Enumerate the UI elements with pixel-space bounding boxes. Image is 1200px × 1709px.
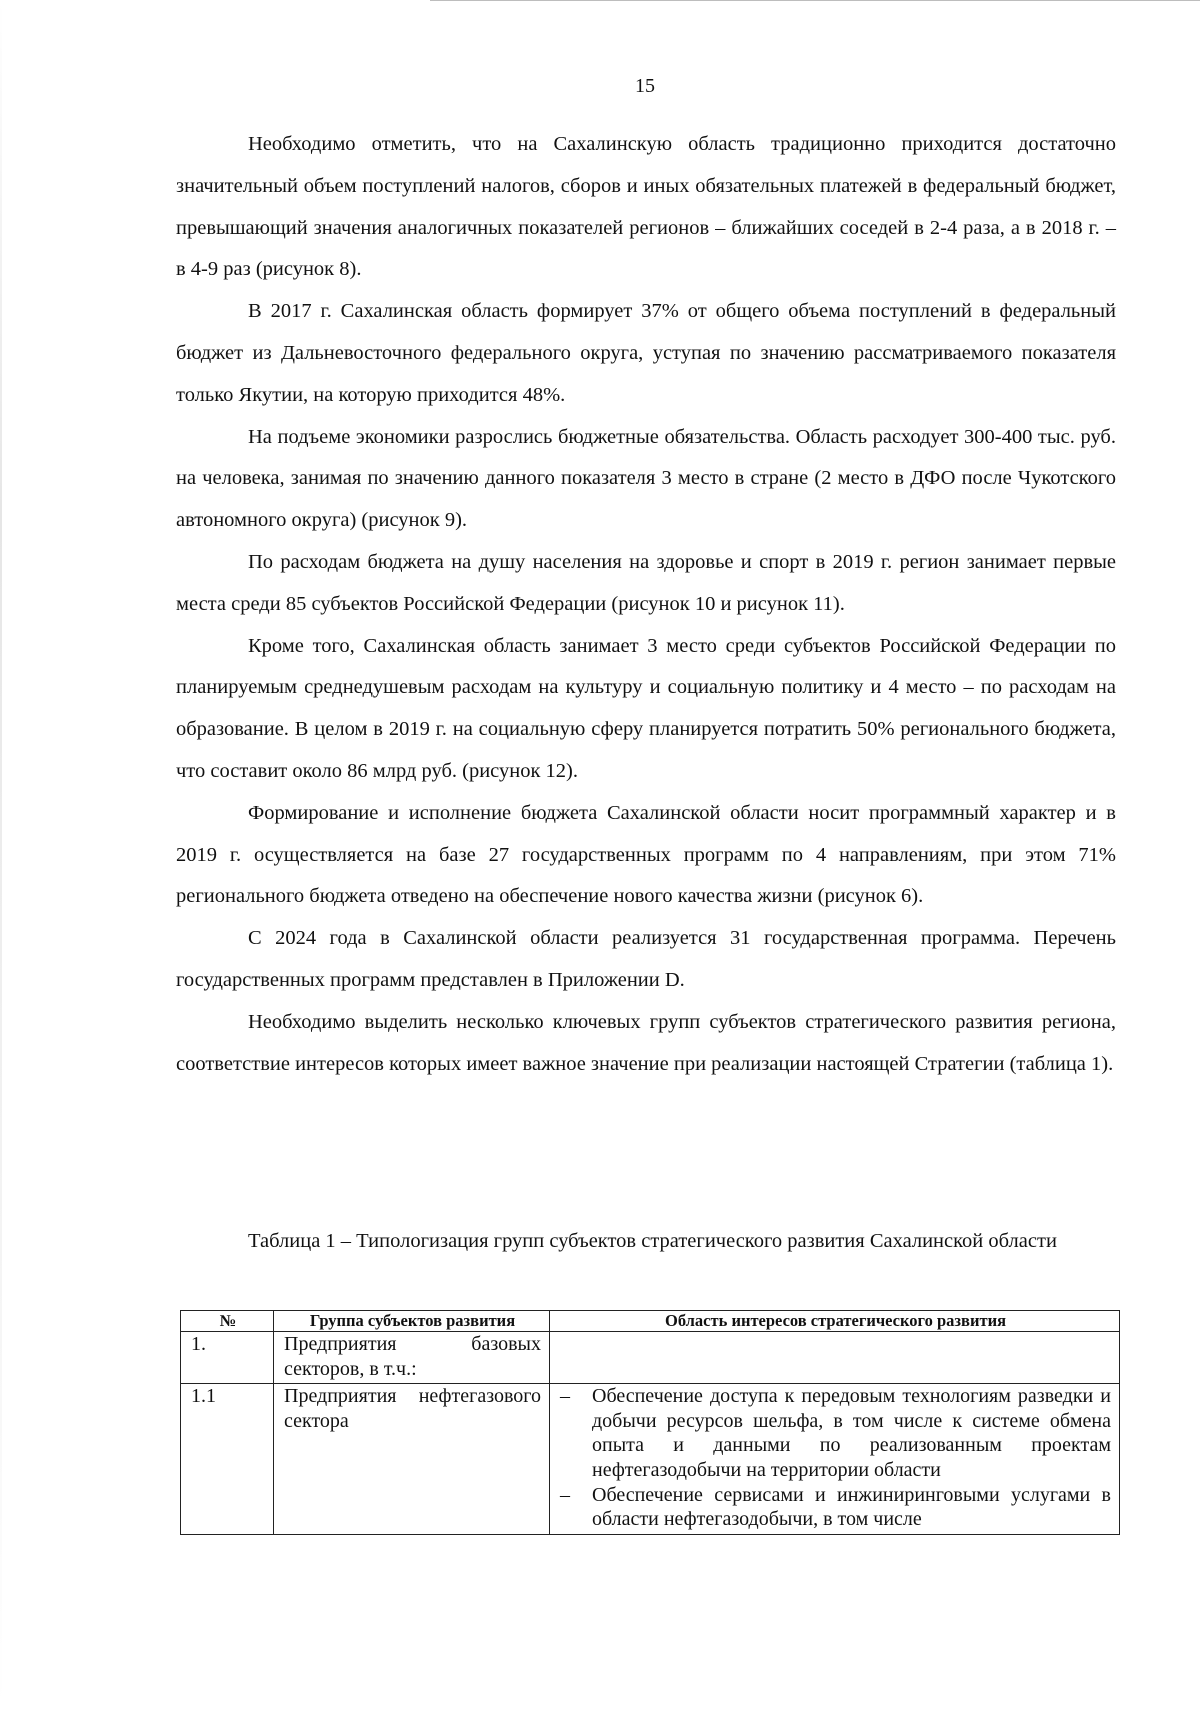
paragraph: В 2017 г. Сахалинская область формирует 37% от общего объема поступлений в федеральный бюджет из Дальневосточного федерального округа, уступая по значению рассматриваемого показателя только Якутии, на которую приходится 48%. xyxy=(176,300,1116,406)
table-header-row xyxy=(181,1311,1120,1332)
header-group: Группа субъектов развития xyxy=(274,1311,550,1332)
row-group: Предприятия базовых секторов, в т.ч.: xyxy=(274,1332,550,1384)
paragraph: По расходам бюджета на душу населения на здоровье и спорт в 2019 г. регион занимает первые места среди 85 субъектов Российской Федерации (рисунок 10 и рисунок 11). xyxy=(176,550,1116,615)
row-interests xyxy=(550,1384,1120,1535)
header-interests: Область интересов стратегического развития xyxy=(550,1311,1120,1332)
interest-item: – Обеспечение сервисами и инжиниринговыми услугами в области нефтегазодобычи, в том числе xyxy=(560,1483,1111,1532)
paragraph: С 2024 года в Сахалинской области реализуется 31 государственная программа. Перечень государственных программ представлен в Приложении D. xyxy=(176,927,1116,991)
row-number: 1. xyxy=(181,1332,274,1384)
row-number: 1.1 xyxy=(181,1384,274,1535)
row-interests xyxy=(550,1332,1120,1384)
paragraph: Формирование и исполнение бюджета Сахалинской области носит программный характер и в 2019 г. осуществляется на базе 27 государственных программ по 4 направлениям, при этом 71% регионального бюджета отведено на обеспечение нового качества жизни (рисунок 6). xyxy=(176,801,1116,908)
table-caption: Таблица 1 – Типологизация групп субъектов стратегического развития Сахалинской области xyxy=(248,1230,1057,1252)
interests-list xyxy=(560,1384,1111,1532)
paragraph: Кроме того, Сахалинская область занимает 3 место среди субъектов Российской Федерации по планируемым среднедушевым расходам на культуру и социальную политику и 4 место – по расходам на образование. В целом в 2019 г. на социальную сферу планируется потратить 50% регионального бюджета, что составит около 86 млрд руб. (рисунок 12). xyxy=(176,634,1116,782)
interest-item: – Обеспечение доступа к передовым технологиям разведки и добычи ресурсов шельфа, в том числе к системе обмена опыта и данными по реализованным проектам нефтегазодобычи на территории области xyxy=(560,1384,1111,1482)
table-row xyxy=(181,1332,1120,1384)
scan-left-edge xyxy=(0,0,2,1709)
paragraph: Необходимо отметить, что на Сахалинскую область традиционно приходится достаточно значительный объем поступлений налогов, сборов и иных обязательных платежей в федеральный бюджет, превышающий значения аналогичных показателей регионов – ближайших соседей в 2-4 раза, а в 2018 г. – в 4-9 раз (рисунок 8). xyxy=(176,133,1116,281)
paragraph: Необходимо выделить несколько ключевых групп субъектов стратегического развития региона, соответствие интересов которых имеет важное значение при реализации настоящей Стратегии (таблица 1). xyxy=(176,1010,1116,1075)
row-group: Предприятия нефтегазового сектора xyxy=(274,1384,550,1535)
document-body xyxy=(176,124,1116,1085)
paragraph: На подъеме экономики разрослись бюджетные обязательства. Область расходует 300-400 тыс. руб. на человека, занимая по значению данного показателя 3 место в стране (2 место в ДФО после Чукотского автономного округа) (рисунок 9). xyxy=(176,425,1116,532)
page-number: 15 xyxy=(635,75,655,97)
typology-table xyxy=(180,1310,1120,1535)
scan-top-edge xyxy=(430,0,1200,1)
table-row xyxy=(181,1384,1120,1535)
header-number: № xyxy=(181,1311,274,1332)
